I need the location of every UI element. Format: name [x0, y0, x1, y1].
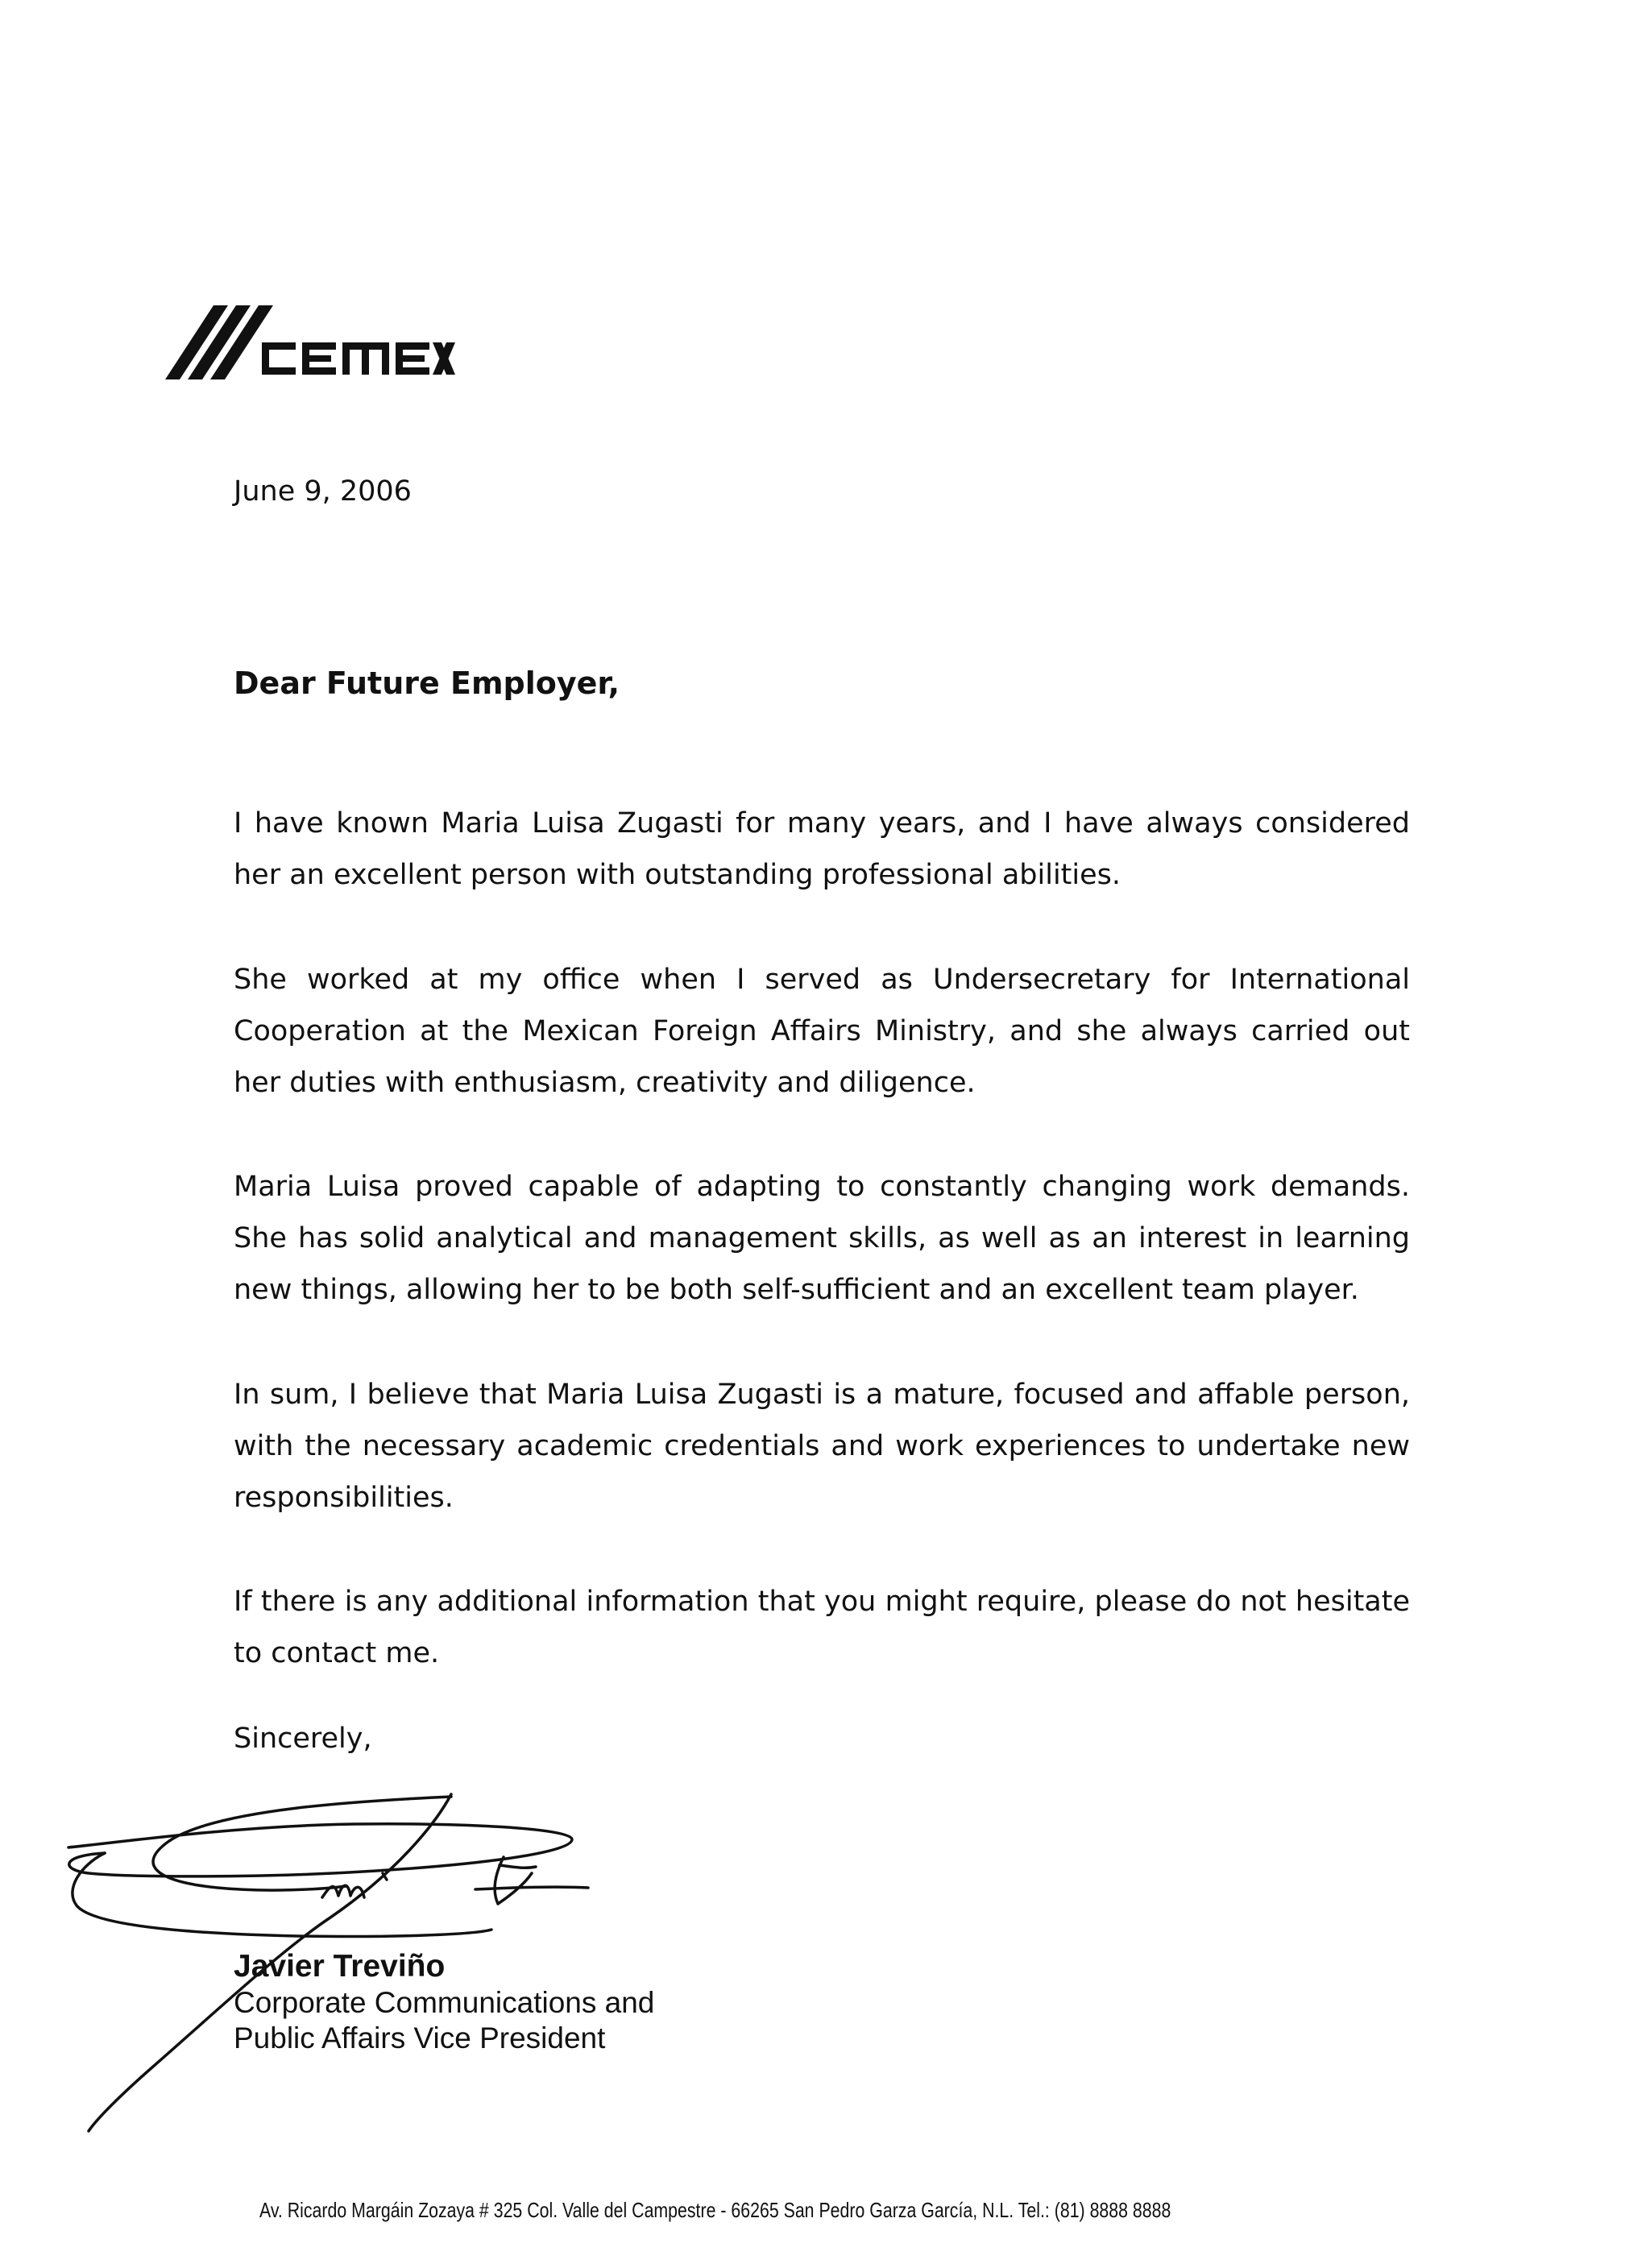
signer-name: Javier Treviño	[234, 1949, 446, 1984]
signer-title-line-2: Public Affairs Vice President	[234, 2021, 606, 2054]
closing: Sincerely,	[234, 1723, 372, 1755]
salutation: Dear Future Employer,	[234, 665, 620, 701]
signer-block	[234, 1948, 654, 2056]
cemex-slash-logo-icon	[165, 305, 273, 379]
cemex-logo	[165, 302, 455, 383]
body-paragraph-4: In sum, I believe that Maria Luisa Zugasti is a mature, focused and affable person, with the necessary academic credentials and work experiences to undertake new responsibilities.	[234, 1379, 1410, 1514]
cemex-wordmark	[262, 342, 455, 375]
body-paragraph-3: Maria Luisa proved capable of adapting to constantly changing work demands. She has solid analytical and management skills, as well as an interest in learning new things, allowing her to be both self-sufficient and an excellent team player.	[234, 1171, 1410, 1306]
body-paragraph-1: I have known Maria Luisa Zugasti for many years, and I have always considered her an excellent person with outstanding professional abilities.	[234, 807, 1410, 891]
body-paragraph-2: She worked at my office when I served as Undersecretary for International Cooperation at the Mexican Foreign Affairs Ministry, and she always carried out her duties with enthusiasm, creativity and diligence.	[234, 964, 1410, 1099]
signer-title-line-1: Corporate Communications and	[234, 1986, 655, 2019]
letter-date: June 9, 2006	[234, 475, 412, 508]
body-paragraph-5: If there is any additional information that you might require, please do not hesitate to contact me.	[234, 1586, 1410, 1669]
footer-address: Av. Ricardo Margáin Zozaya # 325 Col. Valle del Campestre - 66265 San Pedro Garza García, N.L. Tel.: (81) 8888 8888	[259, 2198, 1171, 2222]
